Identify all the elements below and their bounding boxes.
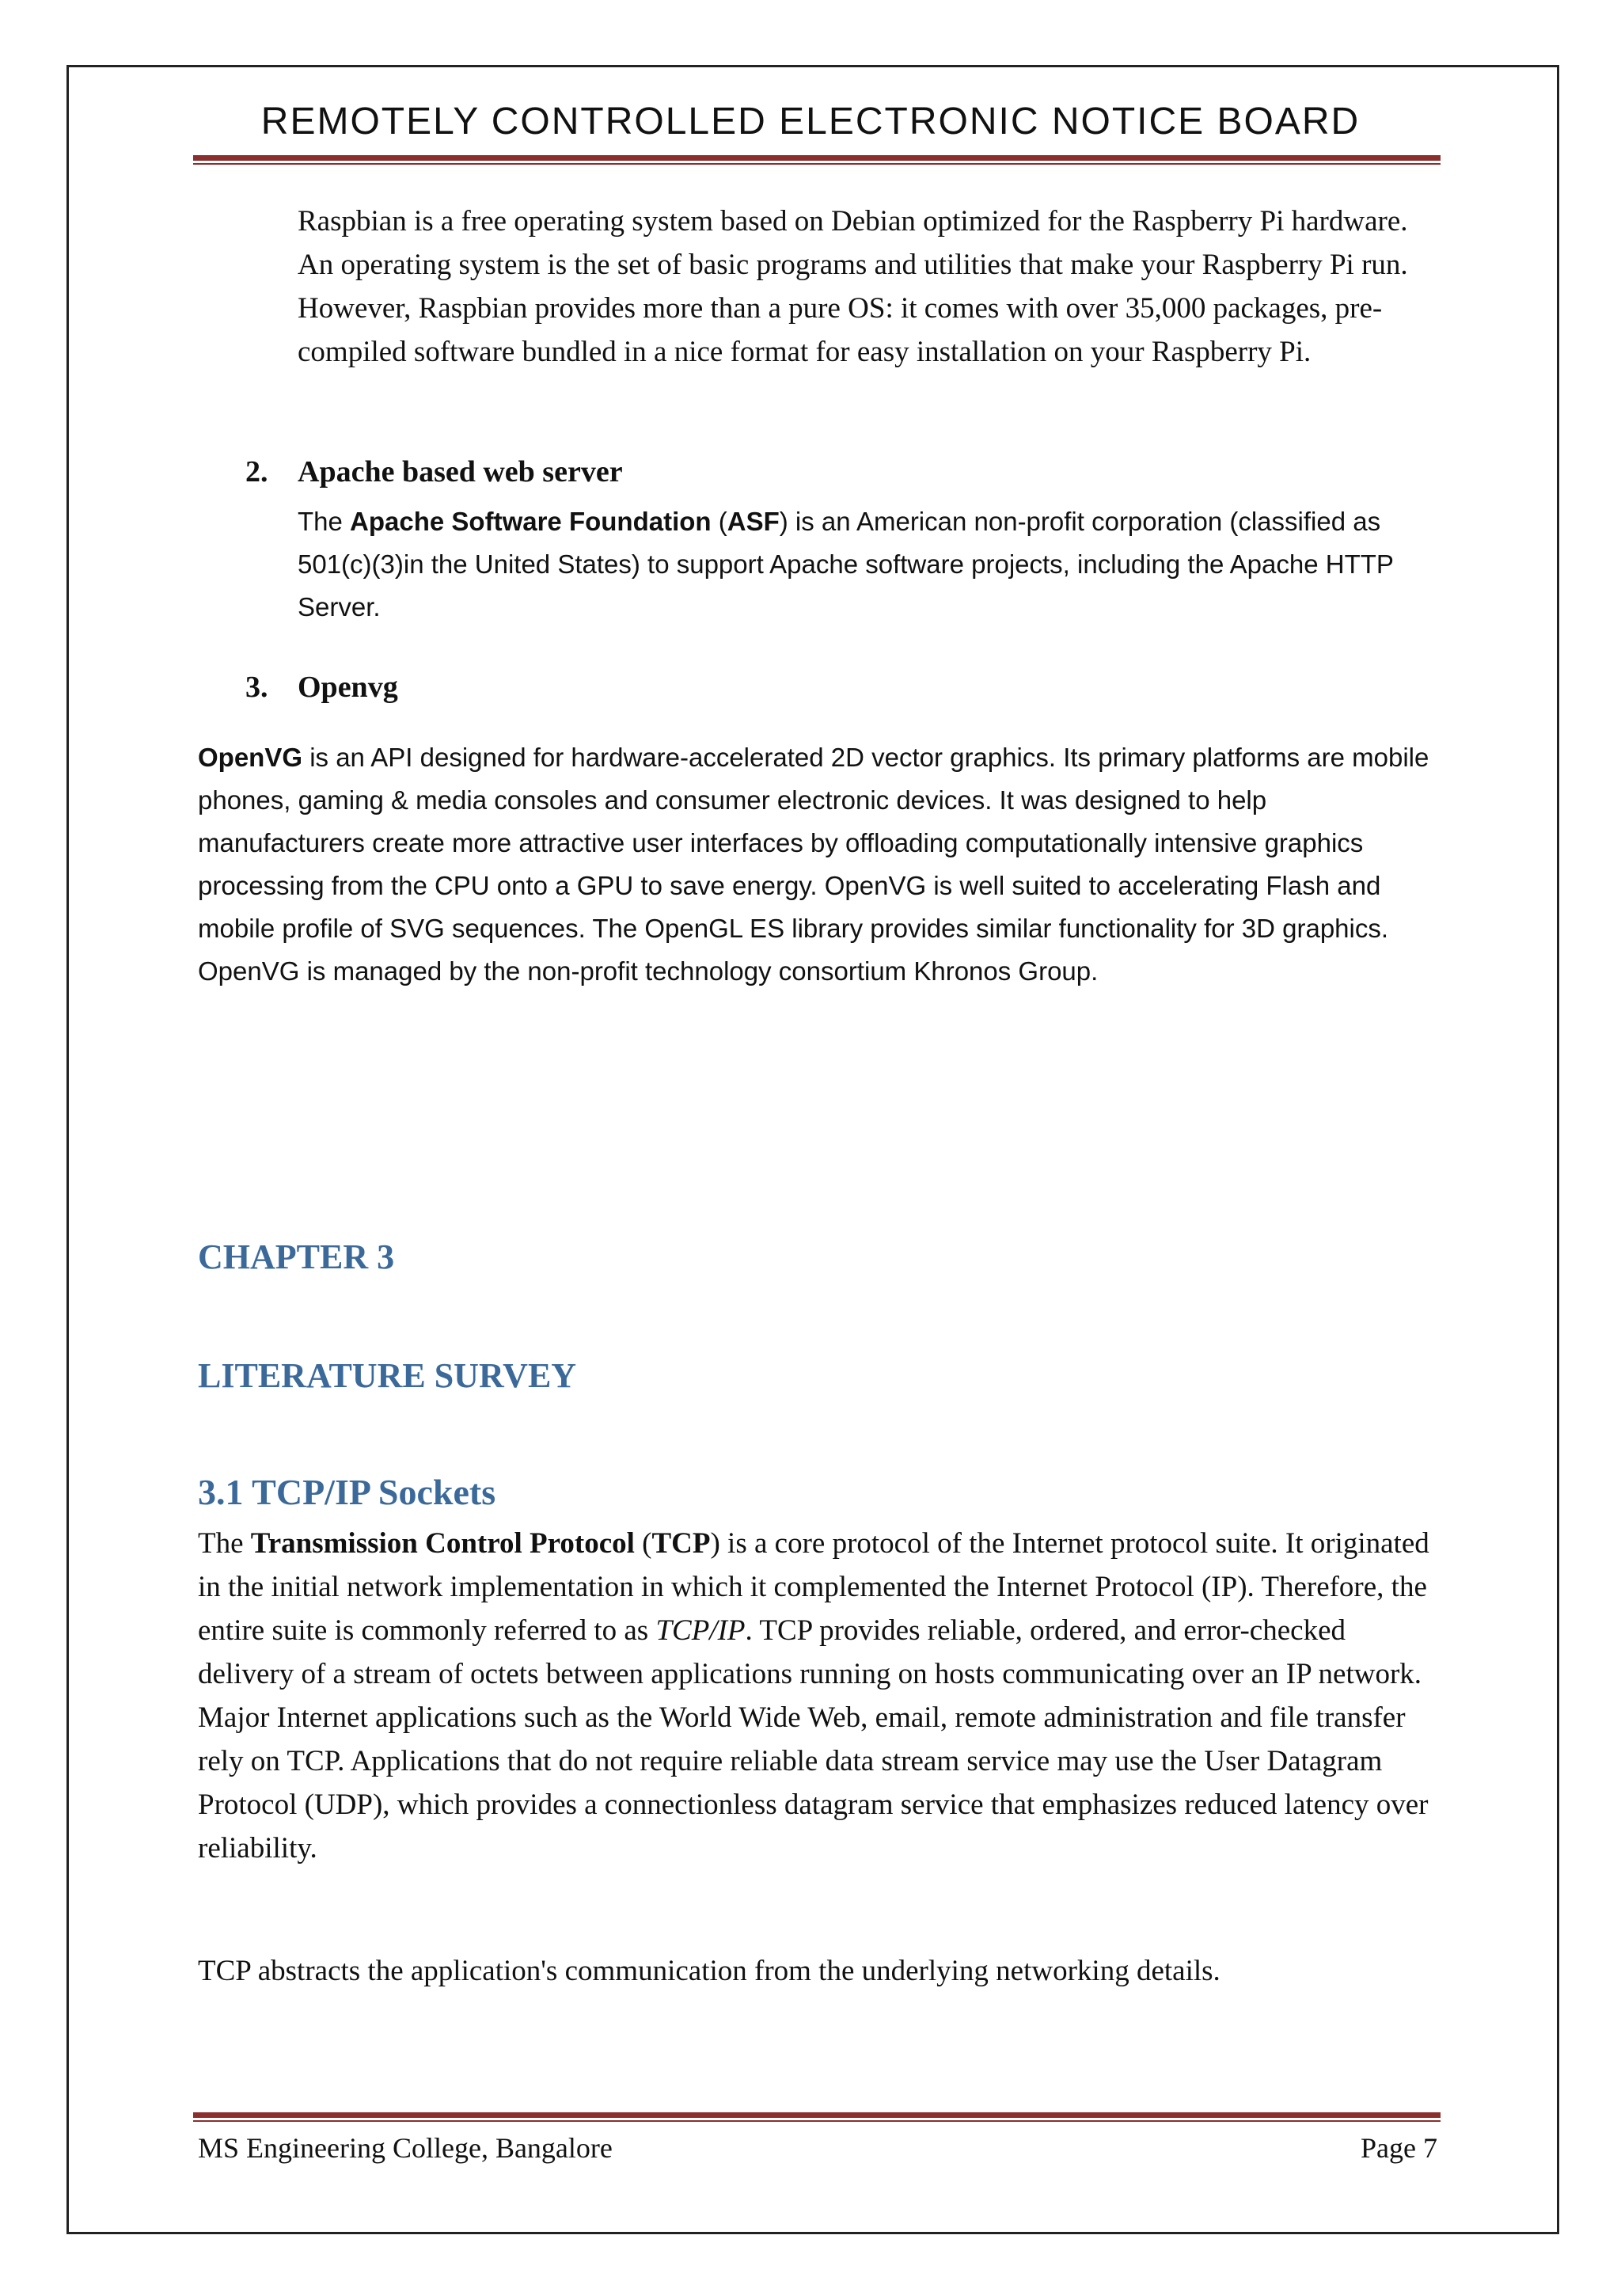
openvg-text: is an API designed for hardware-accelerated 2D vector graphics. Its primary platforms are mobile phones, gaming & media consoles and consumer electronic devices. It was designed to help manufacturers create more attractive user interfaces by offloading computationally intensive graphics processing from the CPU onto a GPU to save energy. OpenVG is well suited to accelerating Flash and mobile profile of SVG sequences. The OpenGL ES library provides similar functionality for 3D graphics. OpenVG is managed by the non-profit technology consortium Khronos Group. (198, 743, 1429, 986)
asf-text-pre: The (298, 507, 351, 536)
item-heading-text: Openvg (298, 671, 398, 704)
footer-college: MS Engineering College, Bangalore (198, 2132, 613, 2164)
asf-text-post: ) is an American non-profit corporation (classified as 501(c)(3)in the United States) to support Apache software projects, including the Apache HTTP Server. (298, 507, 1394, 622)
tcp-text-4: . TCP provides reliable, ordered, and error-checked delivery of a stream of octets between applications running on hosts communicating over an IP network. Major Internet applications such as the World Wide Web, email, remote administration and file transfer rely on TCP. Applications that do not require reliable data stream service may use the User Datagram Protocol (UDP), which provides a connectionless datagram service that emphasizes reduced latency over reliability. (198, 1614, 1429, 1865)
header-rule-thick (193, 155, 1441, 161)
tcp-text-2: ( (634, 1527, 652, 1560)
footer-page-number: Page 7 (1361, 2132, 1437, 2164)
openvg-bold: OpenVG (198, 743, 303, 772)
footer-rule-thick (193, 2112, 1441, 2118)
page-border (66, 65, 1559, 2234)
item-openvg-heading (245, 670, 398, 705)
item-apache-heading (245, 454, 623, 489)
openvg-paragraph (198, 736, 1441, 993)
asf-bold-abbr: ASF (727, 507, 780, 536)
section-heading: 3.1 TCP/IP Sockets (198, 1472, 496, 1512)
tcp-paragraph (198, 1522, 1433, 1870)
asf-paragraph (298, 500, 1437, 629)
asf-bold-name: Apache Software Foundation (350, 507, 712, 536)
tcp-paragraph-2: TCP abstracts the application's communication from the underlying networking details. (198, 1955, 1220, 1987)
tcp-bold-2: TCP (651, 1527, 711, 1560)
item-heading-text: Apache based web server (298, 455, 623, 488)
tcp-bold-1: Transmission Control Protocol (250, 1527, 635, 1560)
chapter-label: CHAPTER 3 (198, 1237, 395, 1276)
running-header-title: REMOTELY CONTROLLED ELECTRONIC NOTICE BOARD (260, 101, 1361, 143)
header-rule-thin (193, 163, 1441, 165)
asf-text-mid: ( (711, 507, 727, 536)
tcp-italic: TCP/IP (655, 1614, 746, 1647)
tcp-text-3: ) is a core protocol of the Internet protocol suite. It originated in the initial network implementation in which it complemented the Internet Protocol (IP). Therefore, the entire suite is commonly referred to as (198, 1527, 1429, 1647)
raspbian-paragraph: Raspbian is a free operating system based on Debian optimized for the Raspberry Pi hardware. An operating system is the set of basic programs and utilities that make your Raspberry Pi run. However, Raspbian provides more than a pure OS: it comes with over 35,000 packages, pre-compiled software bundled in a nice format for easy installation on your Raspberry Pi. (298, 205, 1408, 368)
footer-rule-thin (193, 2120, 1441, 2122)
item-number: 3. (245, 671, 268, 704)
tcp-text-1: The (198, 1527, 251, 1560)
chapter-title: LITERATURE SURVEY (198, 1356, 577, 1395)
item-number: 2. (245, 455, 268, 488)
